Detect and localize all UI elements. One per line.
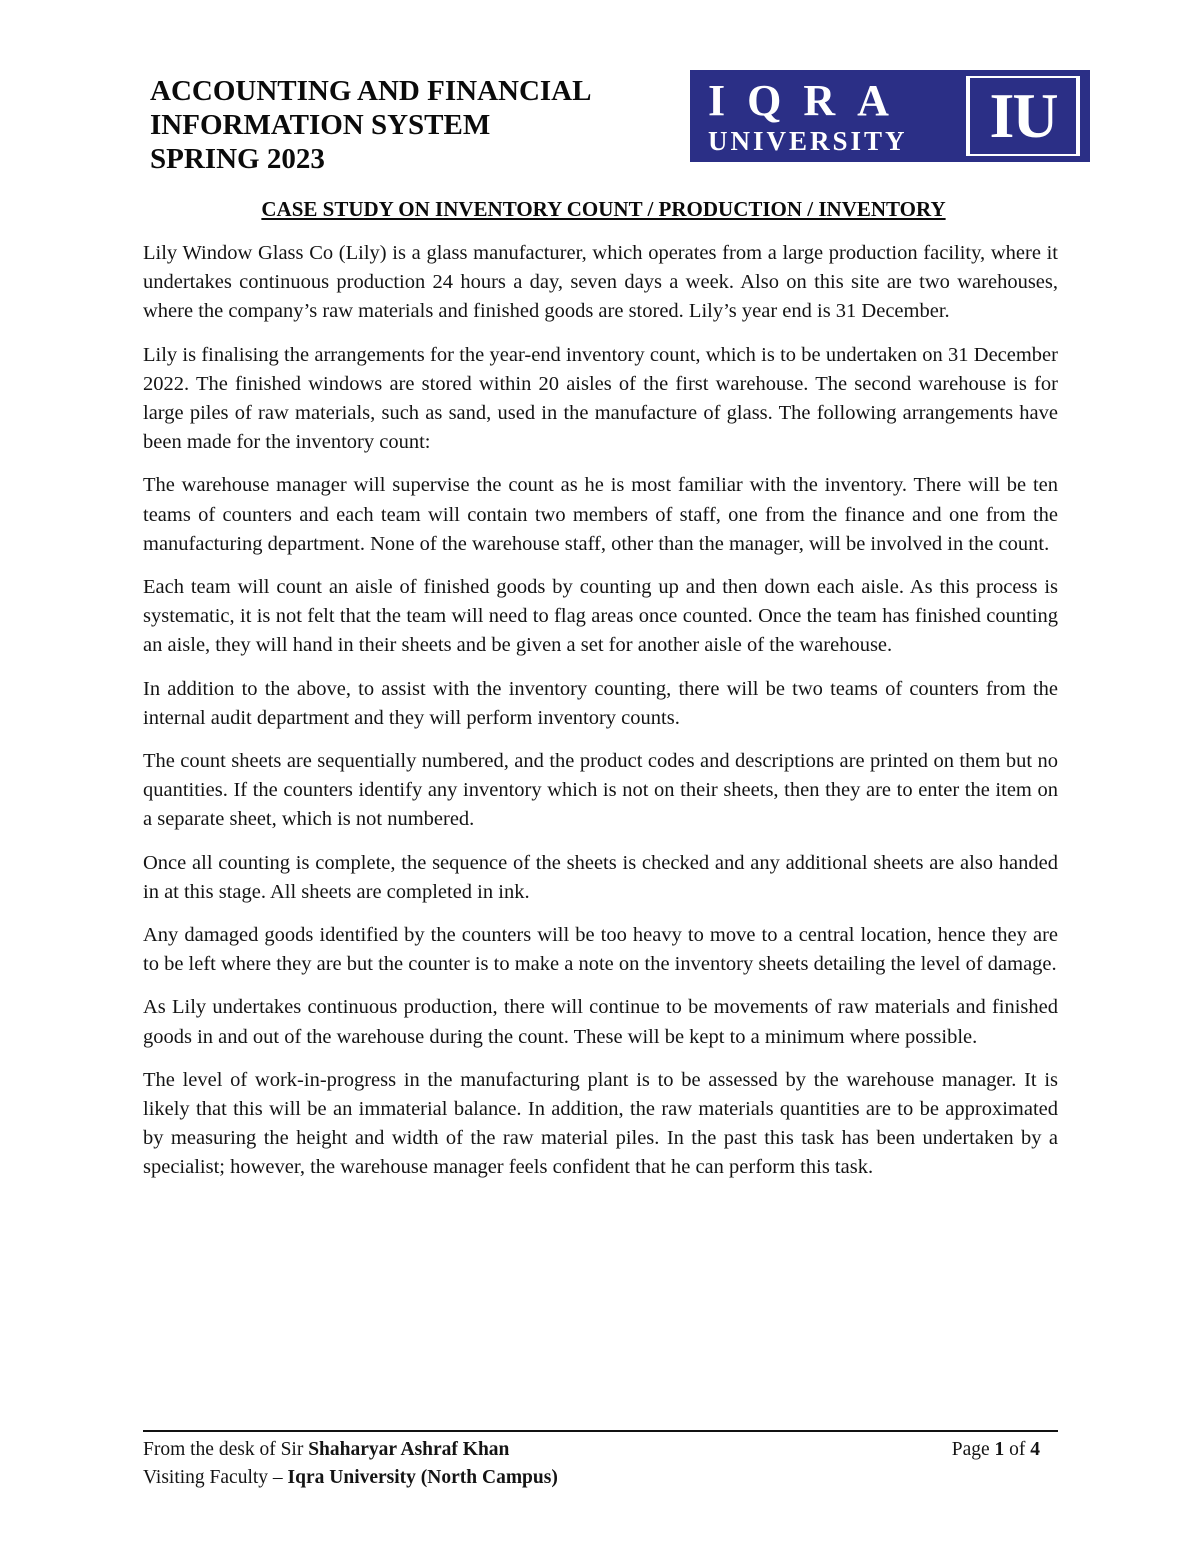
logo-name: IQRA — [708, 76, 911, 125]
paragraph: Lily is finalising the arrangements for the year-end inventory count, which is to be undertaken on 31 December 2022. The finished windows are stored within 20 aisles of the first warehouse. The second warehouse is for large piles of raw materials, such as sand, used in the manufacture of glass. The following arrangements have been made for the inventory count: — [143, 343, 1058, 454]
course-title-block — [150, 74, 670, 176]
footer-divider — [143, 1430, 1058, 1432]
footer-author: Shaharyar Ashraf Khan — [308, 1439, 510, 1460]
course-title-line-2: INFORMATION SYSTEM — [150, 109, 491, 141]
paragraph: The warehouse manager will supervise the count as he is most familiar with the inventory. There will be ten teams of counters and each team will contain two members of staff, one from the finance and one from the manufacturing department. None of the warehouse staff, other than the manager, will be involved in the count. — [143, 474, 1058, 555]
logo-monogram-box — [966, 76, 1080, 156]
case-study-body — [143, 239, 1058, 1197]
footer-role-prefix: Visiting Faculty – — [143, 1467, 288, 1488]
paragraph: Each team will count an aisle of finished goods by counting up and then down each aisle. As this process is systematic, it is not felt that the team will need to flag areas once counted. Once the team has finished counting an aisle, they will hand in their sheets and be given a set for another aisle of the warehouse. — [143, 576, 1058, 657]
footer-credits — [143, 1436, 843, 1492]
footer-desk-line — [143, 1436, 843, 1464]
page-total: 4 — [1030, 1439, 1040, 1460]
paragraph: The count sheets are sequentially numbered, and the product codes and descriptions are printed on them but no quantities. If the counters identify any inventory which is not on their sheets, then they are to enter the item on a separate sheet, which is not numbered. — [143, 750, 1058, 831]
paragraph: Any damaged goods identified by the counters will be too heavy to move to a central location, hence they are to be left where they are but the counter is to make a note on the inventory sheets detailing the level of damage. — [143, 924, 1058, 976]
case-study-title: CASE STUDY ON INVENTORY COUNT / PRODUCTION / INVENTORY — [261, 197, 946, 221]
page-current: 1 — [994, 1439, 1005, 1460]
page-of: of — [1004, 1439, 1031, 1460]
footer-role-line — [143, 1464, 843, 1492]
paragraph: In addition to the above, to assist with the inventory counting, there will be two teams of counters from the internal audit department and they will perform inventory counts. — [143, 677, 1058, 729]
paragraph: Once all counting is complete, the sequence of the sheets is checked and any additional sheets are also handed in at this stage. All sheets are completed in ink. — [143, 851, 1058, 903]
course-term: SPRING 2023 — [150, 143, 325, 175]
paragraph: Lily Window Glass Co (Lily) is a glass manufacturer, which operates from a large production facility, where it undertakes continuous production 24 hours a day, seven days a week. Also on this site are two warehouses, where the company’s raw materials and finished goods are stored. Lily’s year end is 31 December. — [143, 242, 1058, 323]
page-word: Page — [951, 1439, 995, 1460]
logo-subtitle: UNIVERSITY — [708, 126, 908, 156]
paragraph: As Lily undertakes continuous production, there will continue to be movements of raw materials and finished goods in and out of the warehouse during the count. These will be kept to a minimum where possible. — [143, 996, 1058, 1048]
paragraph: The level of work-in-progress in the manufacturing plant is to be assessed by the warehouse manager. It is likely that this will be an immaterial balance. In addition, the raw materials quantities are to be approximated by measuring the height and width of the raw material piles. In the past this task has been undertaken by a specialist; however, the warehouse manager feels confident that he can perform this task. — [143, 1068, 1058, 1179]
iqra-university-logo — [690, 70, 1090, 162]
footer-institution: Iqra University (North Campus) — [287, 1467, 558, 1488]
logo-monogram: IU — [970, 78, 1076, 154]
footer-desk-prefix: From the desk of Sir — [143, 1439, 309, 1460]
course-title-line-1: ACCOUNTING AND FINANCIAL — [150, 75, 592, 107]
page-number — [880, 1436, 1040, 1464]
